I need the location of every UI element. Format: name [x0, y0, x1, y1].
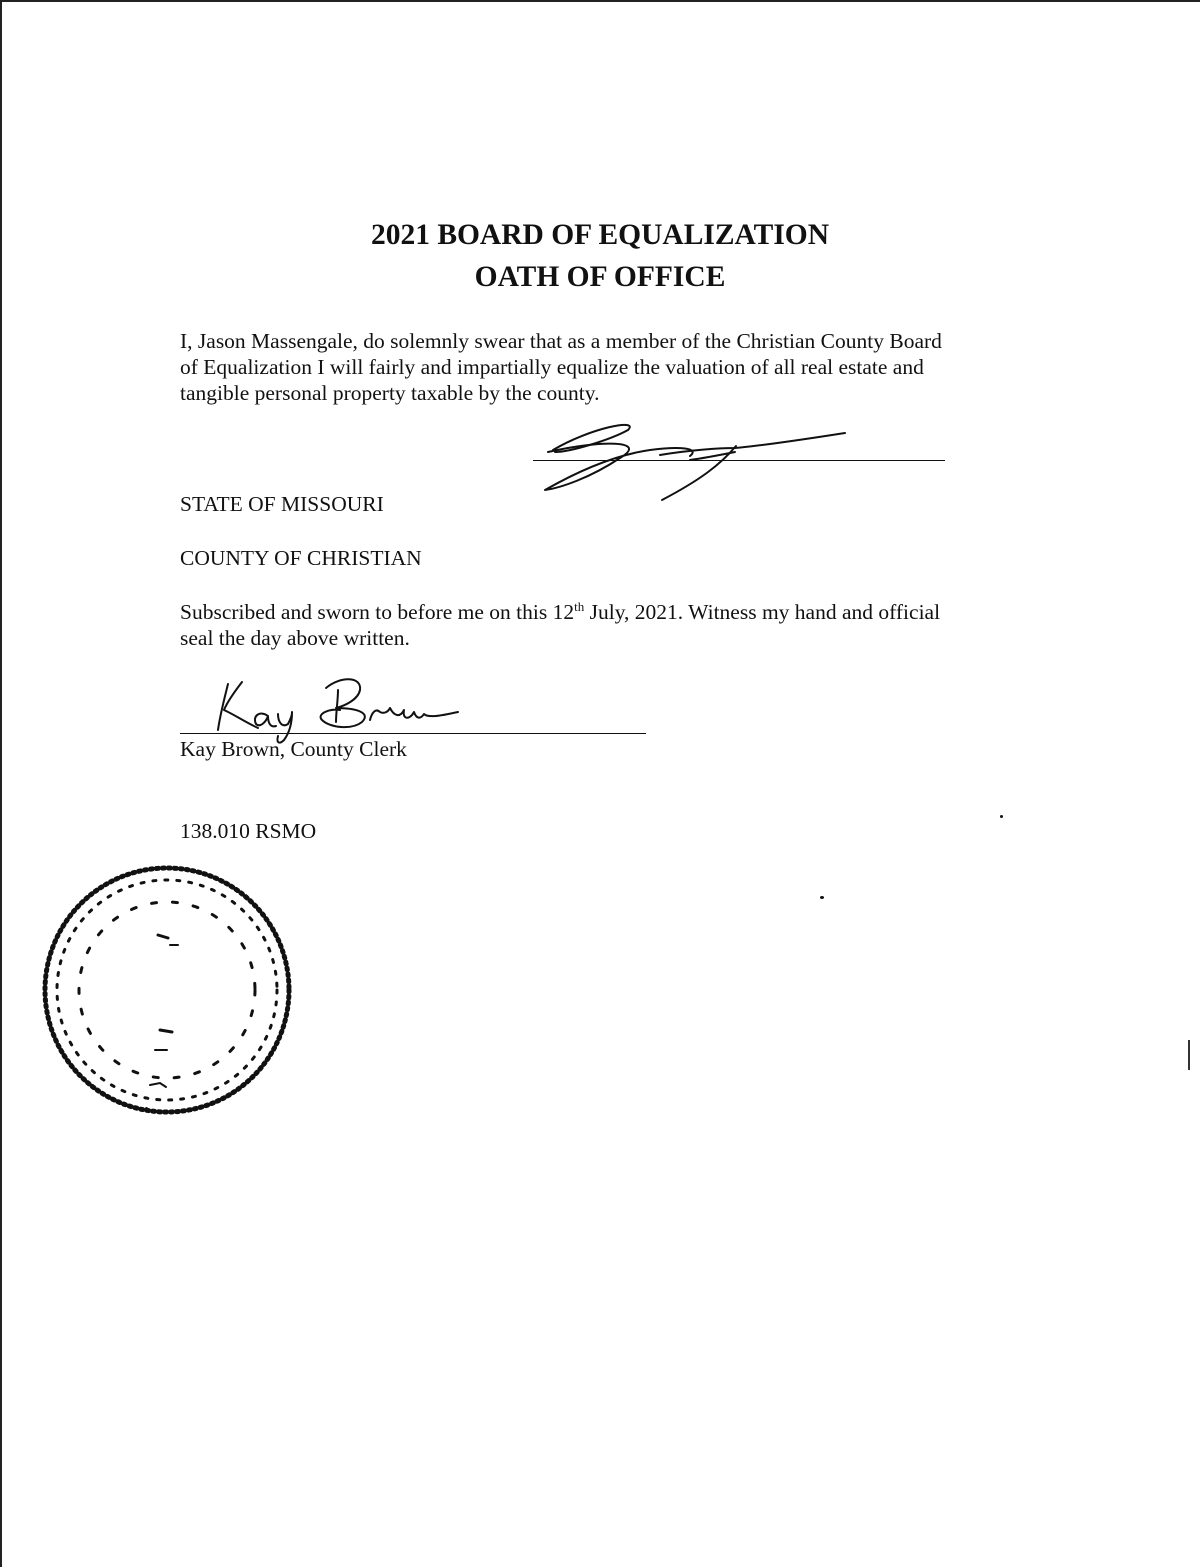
oath-line-3: tangible personal property taxable by the county.: [180, 381, 600, 405]
state-label: STATE OF MISSOURI: [180, 492, 384, 516]
scan-speck: [145, 1107, 148, 1111]
clerk-caption: Kay Brown, County Clerk: [180, 737, 407, 761]
scan-edge-mark: [1188, 1040, 1190, 1070]
statute-reference: 138.010 RSMO: [180, 819, 317, 843]
title-line-1: 2021 BOARD OF EQUALIZATION: [370, 219, 830, 251]
subscribed-after-day: July, 2021. Witness my hand and official: [584, 600, 941, 624]
county-label: COUNTY OF CHRISTIAN: [180, 546, 422, 570]
scan-speck: [820, 896, 824, 899]
oath-line-1: I, Jason Massengale, do solemnly swear that as a member of the Christian County Board: [180, 329, 942, 353]
scan-speck: [1000, 815, 1003, 818]
title-line-2: OATH OF OFFICE: [474, 261, 726, 293]
oath-line-2: of Equalization I will fairly and impartially equalize the valuation of all real estate and: [180, 355, 924, 379]
subscribed-line-2: seal the day above written.: [180, 626, 410, 650]
day-suffix: th: [574, 598, 585, 614]
subscribed-before-day: Subscribed and sworn to before me on this 12: [180, 600, 575, 624]
